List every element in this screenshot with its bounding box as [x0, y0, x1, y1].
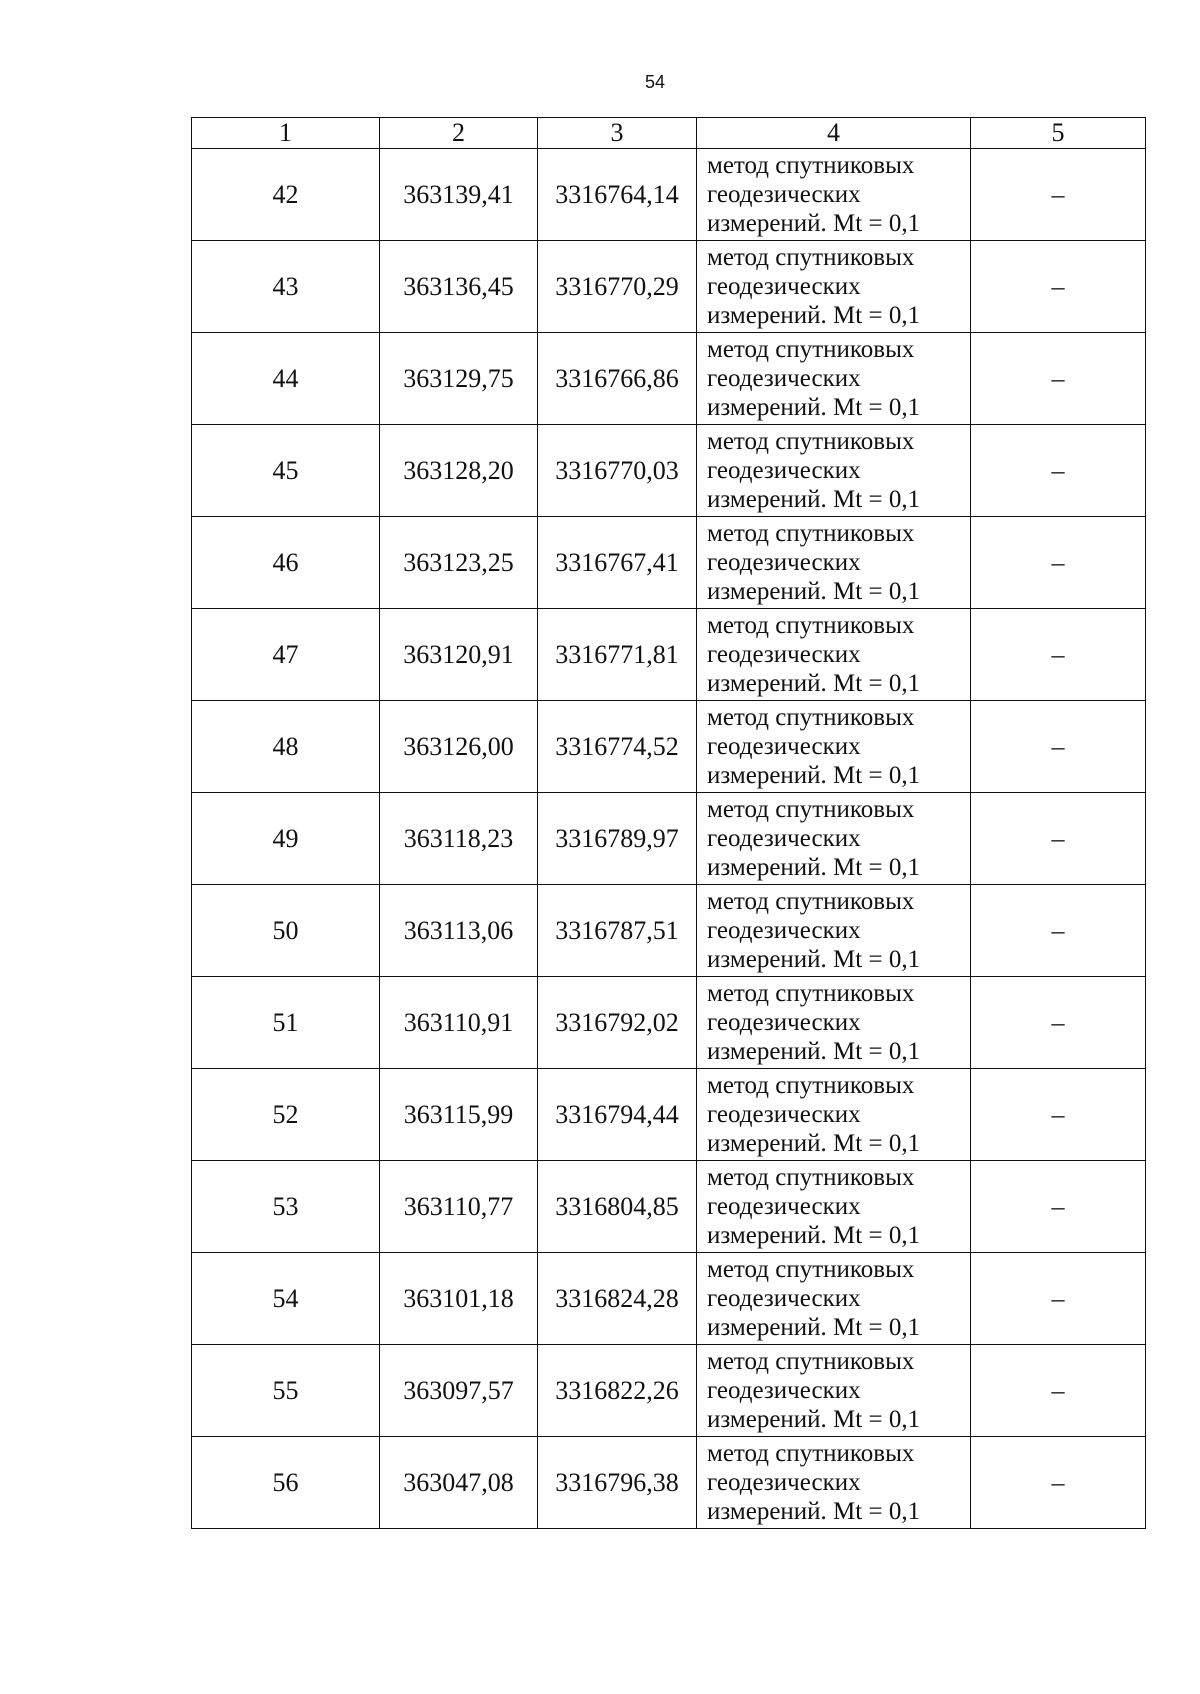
point-number-cell: 46 — [192, 517, 380, 609]
table-row — [192, 149, 1146, 241]
y-coordinate-cell: 3316766,86 — [538, 333, 697, 425]
method-line: измерений. Mt = 0,1 — [707, 1222, 921, 1249]
y-coordinate-cell: 3316824,28 — [538, 1253, 697, 1345]
x-coordinate-cell: 363118,23 — [380, 793, 538, 885]
point-number-cell: 43 — [192, 241, 380, 333]
method-line: геодезических — [707, 457, 861, 484]
note-cell: – — [971, 701, 1146, 793]
x-coordinate-cell: 363126,00 — [380, 701, 538, 793]
x-coordinate-cell: 363047,08 — [380, 1437, 538, 1529]
y-coordinate-cell: 3316770,03 — [538, 425, 697, 517]
table-row — [192, 1345, 1146, 1437]
note-cell: – — [971, 1161, 1146, 1253]
table-row — [192, 701, 1146, 793]
method-cell — [697, 333, 971, 425]
method-cell — [697, 1345, 971, 1437]
method-cell — [697, 977, 971, 1069]
note-cell: – — [971, 241, 1146, 333]
x-coordinate-cell: 363097,57 — [380, 1345, 538, 1437]
table-row — [192, 793, 1146, 885]
y-coordinate-cell: 3316789,97 — [538, 793, 697, 885]
method-line: геодезических — [707, 1469, 861, 1496]
point-number-cell: 54 — [192, 1253, 380, 1345]
table-row — [192, 1437, 1146, 1529]
method-line: геодезических — [707, 181, 861, 208]
method-cell — [697, 885, 971, 977]
note-cell: – — [971, 425, 1146, 517]
table-row — [192, 517, 1146, 609]
table-row — [192, 425, 1146, 517]
method-line: измерений. Mt = 0,1 — [707, 946, 921, 973]
method-cell — [697, 241, 971, 333]
y-coordinate-cell: 3316764,14 — [538, 149, 697, 241]
note-cell: – — [971, 793, 1146, 885]
header-col-2: 2 — [380, 118, 538, 149]
method-line: геодезических — [707, 733, 861, 760]
x-coordinate-cell: 363101,18 — [380, 1253, 538, 1345]
header-col-1: 1 — [192, 118, 380, 149]
method-line: метод спутниковых — [707, 980, 915, 1007]
note-cell: – — [971, 517, 1146, 609]
table-row — [192, 1069, 1146, 1161]
method-line: геодезических — [707, 917, 861, 944]
x-coordinate-cell: 363136,45 — [380, 241, 538, 333]
method-cell — [697, 609, 971, 701]
coordinates-table — [191, 117, 1146, 1529]
method-line: метод спутниковых — [707, 152, 915, 179]
point-number-cell: 45 — [192, 425, 380, 517]
table-body — [192, 149, 1146, 1529]
method-line: измерений. Mt = 0,1 — [707, 670, 921, 697]
table-row — [192, 609, 1146, 701]
y-coordinate-cell: 3316792,02 — [538, 977, 697, 1069]
x-coordinate-cell: 363123,25 — [380, 517, 538, 609]
note-cell: – — [971, 1437, 1146, 1529]
method-line: метод спутниковых — [707, 612, 915, 639]
method-line: геодезических — [707, 1009, 861, 1036]
method-line: измерений. Mt = 0,1 — [707, 762, 921, 789]
method-cell — [697, 1437, 971, 1529]
method-line: измерений. Mt = 0,1 — [707, 1038, 921, 1065]
point-number-cell: 52 — [192, 1069, 380, 1161]
method-cell — [697, 793, 971, 885]
method-cell — [697, 1253, 971, 1345]
method-line: геодезических — [707, 1285, 861, 1312]
y-coordinate-cell: 3316822,26 — [538, 1345, 697, 1437]
method-line: измерений. Mt = 0,1 — [707, 1130, 921, 1157]
y-coordinate-cell: 3316767,41 — [538, 517, 697, 609]
method-cell — [697, 1161, 971, 1253]
x-coordinate-cell: 363120,91 — [380, 609, 538, 701]
method-line: геодезических — [707, 1101, 861, 1128]
x-coordinate-cell: 363110,91 — [380, 977, 538, 1069]
table-row — [192, 1161, 1146, 1253]
method-line: метод спутниковых — [707, 1440, 915, 1467]
method-line: метод спутниковых — [707, 704, 915, 731]
point-number-cell: 49 — [192, 793, 380, 885]
note-cell: – — [971, 885, 1146, 977]
table-header — [192, 118, 1146, 149]
method-cell — [697, 425, 971, 517]
method-line: измерений. Mt = 0,1 — [707, 486, 921, 513]
method-line: метод спутниковых — [707, 1164, 915, 1191]
method-line: измерений. Mt = 0,1 — [707, 394, 921, 421]
method-line: метод спутниковых — [707, 1348, 915, 1375]
method-line: метод спутниковых — [707, 796, 915, 823]
x-coordinate-cell: 363129,75 — [380, 333, 538, 425]
note-cell: – — [971, 149, 1146, 241]
method-line: геодезических — [707, 641, 861, 668]
method-line: измерений. Mt = 0,1 — [707, 854, 921, 881]
method-line: измерений. Mt = 0,1 — [707, 1314, 921, 1341]
method-line: геодезических — [707, 1193, 861, 1220]
header-col-4: 4 — [697, 118, 971, 149]
x-coordinate-cell: 363128,20 — [380, 425, 538, 517]
note-cell: – — [971, 333, 1146, 425]
y-coordinate-cell: 3316770,29 — [538, 241, 697, 333]
method-line: измерений. Mt = 0,1 — [707, 578, 921, 605]
y-coordinate-cell: 3316771,81 — [538, 609, 697, 701]
method-line: геодезических — [707, 1377, 861, 1404]
table-row — [192, 885, 1146, 977]
method-line: метод спутниковых — [707, 428, 915, 455]
point-number-cell: 47 — [192, 609, 380, 701]
method-line: измерений. Mt = 0,1 — [707, 302, 921, 329]
page-number: 54 — [644, 72, 666, 92]
method-cell — [697, 701, 971, 793]
method-line: метод спутниковых — [707, 520, 915, 547]
point-number-cell: 55 — [192, 1345, 380, 1437]
header-col-5: 5 — [971, 118, 1146, 149]
method-line: измерений. Mt = 0,1 — [707, 1406, 921, 1433]
point-number-cell: 56 — [192, 1437, 380, 1529]
note-cell: – — [971, 1069, 1146, 1161]
note-cell: – — [971, 609, 1146, 701]
method-line: измерений. Mt = 0,1 — [707, 210, 921, 237]
point-number-cell: 42 — [192, 149, 380, 241]
method-line: геодезических — [707, 549, 861, 576]
point-number-cell: 51 — [192, 977, 380, 1069]
table-row — [192, 333, 1146, 425]
point-number-cell: 48 — [192, 701, 380, 793]
method-line: метод спутниковых — [707, 244, 915, 271]
x-coordinate-cell: 363110,77 — [380, 1161, 538, 1253]
y-coordinate-cell: 3316794,44 — [538, 1069, 697, 1161]
y-coordinate-cell: 3316796,38 — [538, 1437, 697, 1529]
method-line: геодезических — [707, 365, 861, 392]
point-number-cell: 50 — [192, 885, 380, 977]
point-number-cell: 44 — [192, 333, 380, 425]
method-cell — [697, 517, 971, 609]
header-row — [192, 118, 1146, 149]
table-row — [192, 977, 1146, 1069]
method-line: метод спутниковых — [707, 336, 915, 363]
note-cell: – — [971, 977, 1146, 1069]
y-coordinate-cell: 3316787,51 — [538, 885, 697, 977]
x-coordinate-cell: 363113,06 — [380, 885, 538, 977]
point-number-cell: 53 — [192, 1161, 380, 1253]
method-line: метод спутниковых — [707, 1256, 915, 1283]
x-coordinate-cell: 363115,99 — [380, 1069, 538, 1161]
method-line: метод спутниковых — [707, 1072, 915, 1099]
method-line: геодезических — [707, 825, 861, 852]
note-cell: – — [971, 1253, 1146, 1345]
method-line: метод спутниковых — [707, 888, 915, 915]
y-coordinate-cell: 3316774,52 — [538, 701, 697, 793]
note-cell: – — [971, 1345, 1146, 1437]
header-col-3: 3 — [538, 118, 697, 149]
table-row — [192, 241, 1146, 333]
x-coordinate-cell: 363139,41 — [380, 149, 538, 241]
method-cell — [697, 149, 971, 241]
method-cell — [697, 1069, 971, 1161]
y-coordinate-cell: 3316804,85 — [538, 1161, 697, 1253]
method-line: геодезических — [707, 273, 861, 300]
table-row — [192, 1253, 1146, 1345]
method-line: измерений. Mt = 0,1 — [707, 1498, 921, 1525]
